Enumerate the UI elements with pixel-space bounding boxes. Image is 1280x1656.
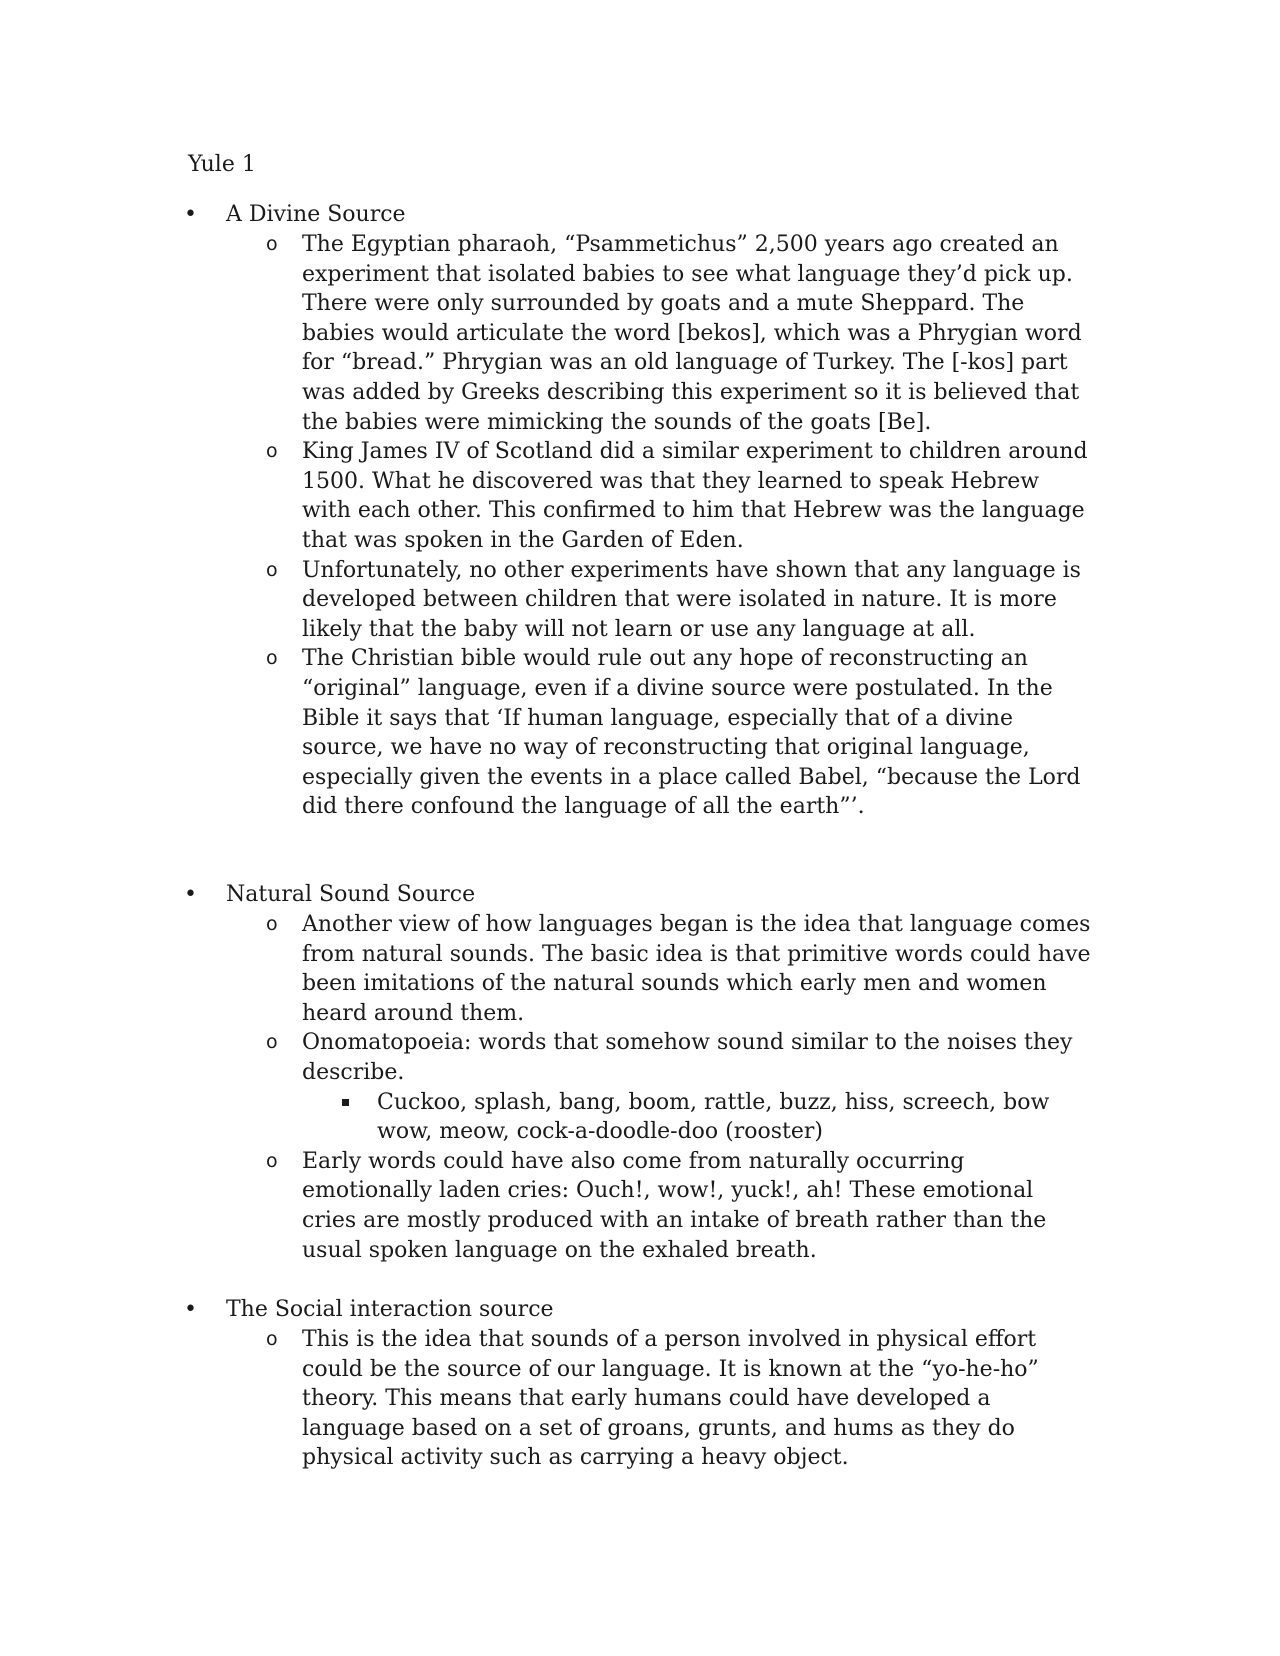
bullet-icon: • bbox=[184, 202, 197, 227]
circle-bullet-icon: o bbox=[266, 440, 278, 463]
list-item-text: The Egyptian pharaoh, “Psammetichus” 2,500 years ago created an experiment that isolated babies to see what language they’d pick up. There were only surrounded by goats and a mute Sheppard. The babies would articulate the word [bekos], which was a Phrygian word for “bread.” Phrygian was an old language of Turkey. The [-kos] part was added by Greeks describing this experiment so it is believed that the babies were mimicking the sounds of the goats [Be]. bbox=[302, 232, 1082, 435]
list-item bbox=[0, 230, 1092, 437]
section-heading bbox=[0, 200, 1280, 230]
section-heading bbox=[0, 1295, 1280, 1325]
section-social-interaction-source bbox=[0, 1295, 1280, 1473]
section-divine-source bbox=[0, 200, 1280, 822]
list-item-text: King James IV of Scotland did a similar experiment to children around 1500. What he discovered was that they learned to speak Hebrew with each other. This confirmed to him that Hebrew was the language that was spoken in the Garden of Eden. bbox=[302, 439, 1088, 553]
circle-bullet-icon: o bbox=[266, 233, 278, 255]
page-heading: Yule 1 bbox=[188, 152, 256, 177]
circle-bullet-icon: o bbox=[266, 1031, 278, 1054]
square-bullet-icon bbox=[342, 1099, 349, 1106]
list-item-text: Another view of how languages began is the idea that language comes from natural sounds. The basic idea is that primitive words could have been imitations of the natural sounds which early men and women heard around them. bbox=[302, 912, 1091, 1026]
nested-list-item bbox=[0, 1088, 1092, 1147]
bullet-icon: • bbox=[184, 1297, 197, 1322]
bullet-icon: • bbox=[184, 882, 197, 907]
list-item bbox=[0, 910, 1092, 1028]
list-item bbox=[0, 1325, 1092, 1473]
list-item bbox=[0, 437, 1092, 555]
list-item-text: The Christian bible would rule out any hope of reconstructing an “original” language, even if a divine source were postulated. In the Bible it says that ‘If human language, especially that of a divine source, we have no way of reconstructing that original language, especially given the events in a place called Babel, “because the Lord did there confound the language of all the earth”’. bbox=[302, 646, 1081, 820]
nested-list-item-text: Cuckoo, splash, bang, boom, rattle, buzz, hiss, screech, bow wow, meow, cock-a-doodle-doo (rooster) bbox=[377, 1089, 1050, 1145]
list-item-text: Onomatopoeia: words that somehow sound similar to the noises they describe. bbox=[302, 1030, 1073, 1085]
list-item bbox=[0, 1028, 1092, 1087]
section-natural-sound-source bbox=[0, 880, 1280, 1265]
list-item-text: This is the idea that sounds of a person involved in physical effort could be the source of our language. It is known at the “yo-he-ho” theory. This means that early humans could have developed a language based on a set of groans, grunts, and hums as they do physical activity such as carrying a heavy object. bbox=[302, 1327, 1039, 1471]
circle-bullet-icon: o bbox=[266, 647, 278, 670]
section-title: The Social interaction source bbox=[226, 1297, 554, 1322]
section-heading bbox=[0, 880, 1280, 910]
circle-bullet-icon: o bbox=[266, 1328, 278, 1350]
section-title: Natural Sound Source bbox=[226, 882, 476, 907]
list-item bbox=[0, 1147, 1092, 1265]
circle-bullet-icon: o bbox=[266, 558, 278, 581]
circle-bullet-icon: o bbox=[266, 913, 278, 935]
list-item-text: Early words could have also come from naturally occurring emotionally laden cries: Ouch!, wow!, yuck!, ah! These emotional cries are mostly produced with an intake of breath rather than the usual spoken language on the exhaled breath. bbox=[302, 1148, 1047, 1263]
list-item-text: Unfortunately, no other experiments have shown that any language is developed between children that were isolated in nature. It is more likely that the baby will not learn or use any language at all. bbox=[302, 557, 1081, 642]
list-item bbox=[0, 644, 1092, 822]
list-item bbox=[0, 556, 1092, 645]
circle-bullet-icon: o bbox=[266, 1149, 278, 1172]
section-title: A Divine Source bbox=[226, 202, 406, 227]
